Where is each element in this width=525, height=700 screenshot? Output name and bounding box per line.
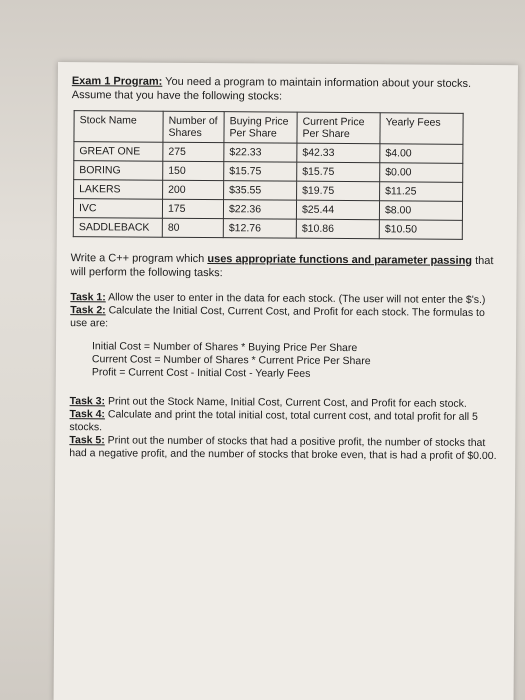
- task-text: Print out the number of stocks that had a positive profit, the number of stocks that had a negative profit, and the number of stocks that broke even, that is had a profit of $0.00.: [69, 434, 497, 463]
- task-line: [69, 434, 501, 463]
- task-text: Print out the Stock Name, Initial Cost, Current Cost, and Profit for each stock.: [105, 395, 467, 410]
- cell-yearly-fees: $8.00: [379, 201, 462, 221]
- instructions-post: that will perform the following tasks:: [70, 254, 494, 280]
- exam-title: Exam 1 Program:: [71, 75, 163, 88]
- cell-current-price: $42.33: [297, 143, 380, 163]
- cell-shares: 275: [163, 142, 224, 161]
- cell-shares: 80: [162, 218, 223, 237]
- cell-stock-name: GREAT ONE: [74, 142, 163, 162]
- cell-stock-name: SADDLEBACK: [73, 218, 162, 238]
- header-buying-price: Buying Price Per Share: [224, 112, 297, 144]
- task-text: Allow the user to enter in the data for each stock. (The user will not enter the $'s.): [105, 291, 486, 306]
- table-header-row: [74, 111, 463, 145]
- formula-profit: Profit = Current Cost - Initial Cost - Yearly Fees: [91, 366, 311, 380]
- cell-buying-price: $22.33: [224, 143, 297, 163]
- cell-yearly-fees: $0.00: [380, 163, 463, 183]
- intro-text: You need a program to maintain information about your stocks. Assume that you have the following stocks:: [71, 75, 472, 103]
- header-stock-name: Stock Name: [74, 111, 163, 143]
- cell-current-price: $19.75: [297, 181, 380, 201]
- instructions-emphasis: uses appropriate functions and parameter passing: [207, 253, 473, 267]
- cell-buying-price: $35.55: [224, 181, 297, 201]
- stocks-table: [73, 110, 464, 240]
- task-line: [69, 408, 501, 437]
- table-row: [73, 218, 462, 240]
- instructions-pre: Write a C++ program which: [70, 252, 208, 266]
- task-label: Task 5:: [69, 434, 105, 447]
- cell-current-price: $15.75: [297, 162, 380, 182]
- exam-sheet: [54, 62, 518, 700]
- instructions-paragraph: [70, 251, 502, 282]
- tasks-part-one: [70, 291, 502, 333]
- task-label: Task 3:: [69, 395, 106, 408]
- header-yearly-fees: Yearly Fees: [380, 113, 463, 145]
- task-line: [70, 304, 502, 333]
- cell-stock-name: IVC: [73, 199, 162, 219]
- intro-paragraph: [72, 74, 504, 105]
- header-current-price: Current Price Per Share: [297, 112, 380, 144]
- tasks-part-two: [69, 395, 501, 463]
- cell-stock-name: LAKERS: [74, 180, 163, 200]
- task-label: Task 4:: [69, 408, 106, 421]
- task-text: Calculate and print the total initial cost, total current cost, and total profit for all 5 stocks.: [69, 408, 478, 434]
- cell-current-price: $10.86: [296, 219, 379, 239]
- formula-current-cost: Current Cost = Number of Shares * Current Price Per Share: [91, 353, 371, 368]
- formulas-block: [92, 340, 502, 382]
- cell-stock-name: BORING: [74, 161, 163, 181]
- cell-yearly-fees: $4.00: [380, 144, 463, 164]
- cell-yearly-fees: $10.50: [379, 220, 462, 240]
- cell-buying-price: $22.36: [223, 200, 296, 220]
- formula-initial-cost: Initial Cost = Number of Shares * Buying Price Per Share: [91, 340, 358, 355]
- cell-buying-price: $15.75: [224, 162, 297, 182]
- cell-shares: 175: [162, 199, 223, 218]
- cell-shares: 200: [163, 180, 224, 199]
- cell-buying-price: $12.76: [223, 219, 296, 239]
- task-label: Task 2:: [70, 304, 106, 317]
- cell-yearly-fees: $11.25: [380, 182, 463, 202]
- header-number-of-shares: Number of Shares: [163, 111, 224, 142]
- task-text: Calculate the Initial Cost, Current Cost, and Profit for each stock. The formulas to use are:: [70, 304, 485, 330]
- task-label: Task 1:: [70, 291, 106, 304]
- cell-current-price: $25.44: [296, 200, 379, 220]
- cell-shares: 150: [163, 161, 224, 180]
